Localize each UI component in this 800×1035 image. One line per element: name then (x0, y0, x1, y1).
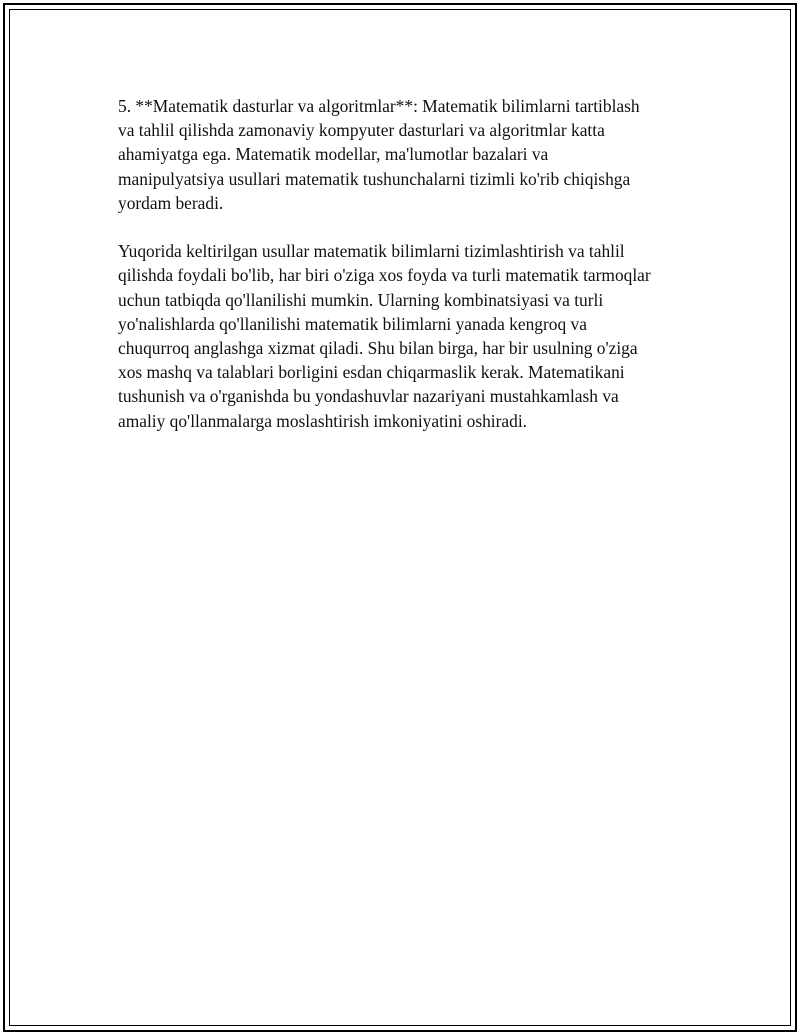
document-body (118, 94, 686, 433)
paragraph-algorithms: 5. **Matematik dasturlar va algoritmlar**: Matematik bilimlarni tartiblash va tahlil qilishda zamonaviy kompyuter dasturlari va algoritmlar katta ahamiyatga ega. Matematik modellar, ma'lumotlar bazalari va manipulyatsiya usullari matematik tushunchalarni tizimli ko'rib chiqishga yordam beradi. (118, 96, 640, 213)
paragraph-summary: Yuqorida keltirilgan usullar matematik bilimlarni tizimlashtirish va tahlil qilishda foydali bo'lib, har biri o'ziga xos foyda va turli matematik tarmoqlar uchun tatbiqda qo'llanilishi mumkin. Ularning kombinatsiyasi va turli yo'nalishlarda qo'llanilishi matematik bilimlarni yanada kengroq va chuqurroq anglashga xizmat qiladi. Shu bilan birga, har bir usulning o'ziga xos mashq va talablari borligini esdan chiqarmaslik kerak. Matematikani tushunish va o'rganishda bu yondashuvlar nazariyani mustahkamlash va amaliy qo'llanmalarga moslashtirish imkoniyatini oshiradi. (118, 241, 651, 431)
